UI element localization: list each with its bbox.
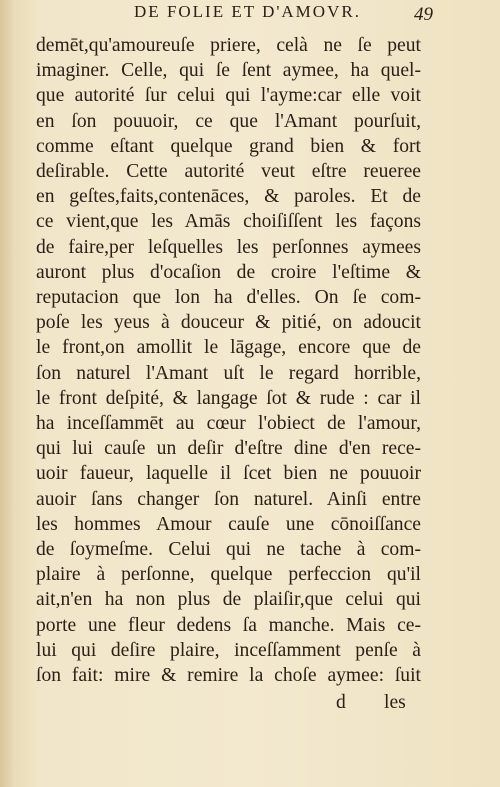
text-line: ait,n'en ha non plus de plaiſir,que celui qui: [36, 589, 421, 611]
text-line: deſirable. Cette autorité veut eſtre reueree: [36, 161, 421, 183]
text-line: porte une fleur dedens ſa manche. Mais ce-: [36, 614, 421, 636]
text-line: lui qui deſire plaire, inceſſamment penſe à: [36, 639, 421, 661]
text-line: le front,on amollit le lāgage, encore que de: [36, 337, 421, 359]
text-line: auront plus d'ocaſion de croire l'eſtime &: [36, 261, 421, 283]
text-line: de ſoymeſme. Celui qui ne tache à com-: [36, 539, 421, 561]
text-line: ce vient,que les Amās choiſiſſent les façons: [36, 211, 421, 233]
page-gutter-shadow: [0, 0, 14, 787]
text-line: imaginer. Celle, qui ſe ſent aymee, ha quel-: [36, 60, 421, 82]
text-line: en geſtes,faits,contenāces, & paroles. Et de: [36, 186, 421, 208]
text-line: ſon fait: mire & remire la choſe aymee: ſuit: [36, 665, 421, 687]
text-line: qui lui cauſe un deſir d'eſtre dine d'en rece-: [36, 438, 421, 460]
text-line: de faire,per leſquelles les perſonnes aymees: [36, 236, 421, 258]
text-line: en ſon pouuoir, ce que l'Amant pourſuit,: [36, 110, 421, 132]
text-line: demēt,qu'amoureuſe priere, celà ne ſe peut: [36, 35, 421, 56]
text-line: plaire à perſonne, quelque perfeccion qu'il: [36, 564, 421, 586]
text-line: reputacion que lon ha d'elles. On ſe com-: [36, 287, 421, 309]
catchword: les: [384, 692, 406, 713]
body-text: [36, 33, 421, 688]
text-line: auoir ſans changer ſon naturel. Ainſi entre: [36, 488, 421, 510]
text-line: les hommes Amour cauſe une cōnoiſſance: [36, 513, 421, 535]
signature-mark: d: [336, 692, 346, 713]
running-head: DE FOLIE ET D'AMOVR.: [134, 2, 361, 21]
text-line: le front deſpité, & langage ſot & rude : car il: [36, 387, 421, 409]
page-number: 49: [414, 4, 433, 25]
text-line: ha inceſſammēt au cœur l'obiect de l'amour,: [36, 413, 421, 435]
text-line: comme eſtant quelque grand bien & fort: [36, 135, 421, 157]
text-line: poſe les yeus à douceur & pitié, on adoucit: [36, 312, 421, 334]
text-line: que autorité ſur celui qui l'ayme:car elle voit: [36, 85, 421, 107]
text-line: uoir faueur, laquelle il ſcet bien ne pouuoir: [36, 463, 421, 485]
text-line: ſon naturel l'Amant uſt le regard horrible,: [36, 362, 421, 384]
